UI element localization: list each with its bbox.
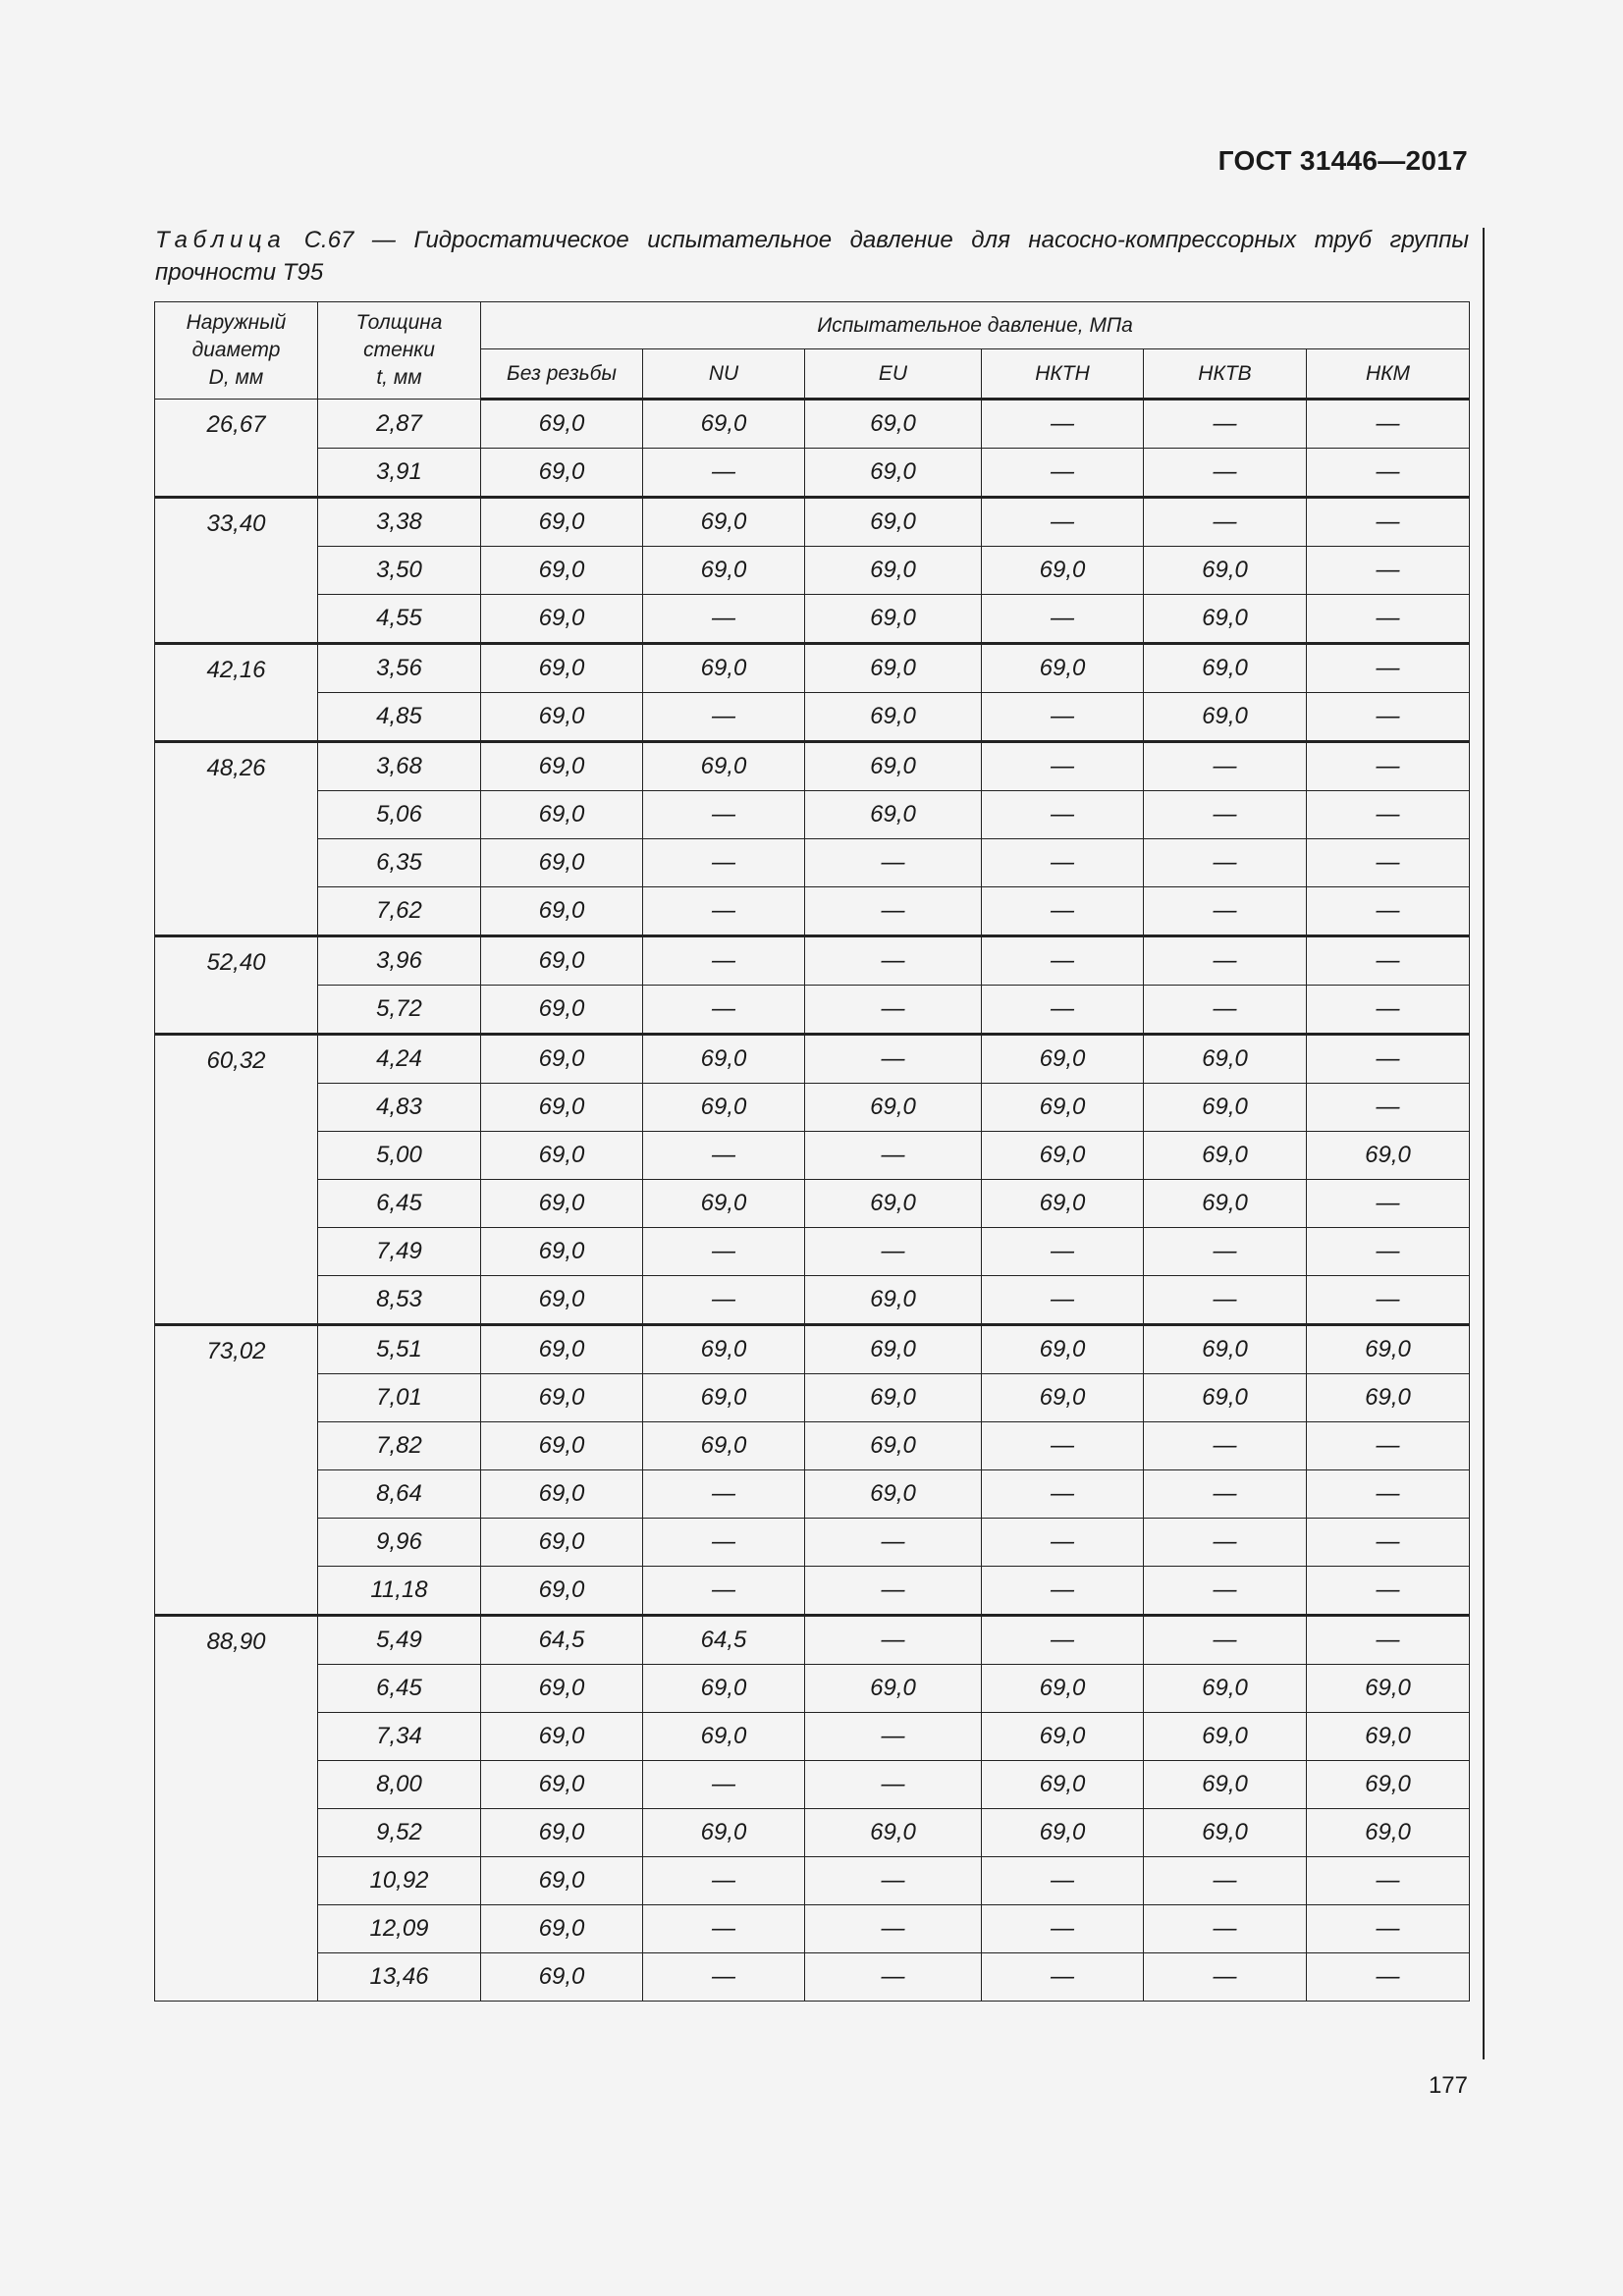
pressure-value-cell: — [1307, 1276, 1470, 1325]
pressure-value-cell: 69,0 [643, 1665, 805, 1713]
pressure-value-cell: 69,0 [643, 1035, 805, 1084]
pressure-value-cell: — [1307, 1953, 1470, 2002]
pressure-value-cell: — [643, 1905, 805, 1953]
table-row [155, 498, 1470, 547]
pressure-value-cell: 69,0 [982, 1761, 1144, 1809]
pressure-value-cell: 69,0 [805, 1470, 982, 1519]
pressure-value-cell: 69,0 [1144, 693, 1307, 742]
pressure-value-cell: 69,0 [805, 595, 982, 644]
pressure-value-cell: — [1307, 1857, 1470, 1905]
pressure-value-cell: — [1144, 1470, 1307, 1519]
pressure-value-cell: — [1144, 1276, 1307, 1325]
pressure-value-cell: 69,0 [643, 1180, 805, 1228]
pressure-value-cell: — [982, 1857, 1144, 1905]
pressure-value-cell: — [805, 1035, 982, 1084]
pressure-value-cell: 69,0 [805, 449, 982, 498]
table-row [155, 1713, 1470, 1761]
pressure-value-cell: 69,0 [481, 1228, 643, 1276]
pressure-value-cell: — [643, 1470, 805, 1519]
pressure-value-cell: — [805, 1132, 982, 1180]
pressure-value-cell: 69,0 [1144, 1809, 1307, 1857]
pressure-value-cell: — [1307, 887, 1470, 936]
pressure-value-cell: 69,0 [805, 1422, 982, 1470]
pressure-value-cell: 69,0 [481, 986, 643, 1035]
pressure-value-cell: 69,0 [805, 1665, 982, 1713]
pressure-value-cell: 69,0 [481, 1567, 643, 1616]
pressure-value-cell: 69,0 [1307, 1325, 1470, 1374]
pressure-value-cell: 69,0 [1144, 1713, 1307, 1761]
pressure-value-cell: 69,0 [805, 644, 982, 693]
pressure-value-cell: 69,0 [481, 595, 643, 644]
wall-thickness-cell: 9,52 [318, 1809, 481, 1857]
pressure-value-cell: — [982, 449, 1144, 498]
pressure-value-cell: — [643, 1761, 805, 1809]
pressure-value-cell: — [1307, 1470, 1470, 1519]
pressure-value-cell: — [982, 936, 1144, 986]
pressure-value-cell: — [805, 986, 982, 1035]
pressure-value-cell: 69,0 [805, 1084, 982, 1132]
header-col-nktv: НКТВ [1144, 349, 1307, 400]
pressure-value-cell: 69,0 [643, 1809, 805, 1857]
table-row [155, 547, 1470, 595]
header-wall-thickness-line: стенки [363, 339, 435, 361]
pressure-value-cell: 69,0 [1144, 1325, 1307, 1374]
pressure-value-cell: 69,0 [982, 1374, 1144, 1422]
table-row [155, 1665, 1470, 1713]
table-row [155, 1132, 1470, 1180]
pressure-value-cell: 69,0 [1307, 1374, 1470, 1422]
pressure-value-cell: 69,0 [982, 1035, 1144, 1084]
pressure-value-cell: 69,0 [481, 693, 643, 742]
table-row [155, 1035, 1470, 1084]
pressure-value-cell: — [1144, 1616, 1307, 1665]
pressure-value-cell: — [805, 1567, 982, 1616]
pressure-value-cell: 69,0 [481, 1132, 643, 1180]
wall-thickness-cell: 4,24 [318, 1035, 481, 1084]
wall-thickness-cell: 7,49 [318, 1228, 481, 1276]
pressure-value-cell: — [643, 1857, 805, 1905]
wall-thickness-cell: 4,85 [318, 693, 481, 742]
pressure-value-cell: 69,0 [982, 644, 1144, 693]
table-caption-prefix: Таблица [155, 227, 287, 253]
wall-thickness-cell: 3,68 [318, 742, 481, 791]
header-outer-diameter-line: диаметр [191, 339, 281, 361]
outer-diameter-cell: 52,40 [155, 936, 318, 1035]
wall-thickness-cell: 5,49 [318, 1616, 481, 1665]
pressure-value-cell: 69,0 [805, 547, 982, 595]
pressure-value-cell: — [1307, 498, 1470, 547]
wall-thickness-cell: 3,91 [318, 449, 481, 498]
pressure-value-cell: 69,0 [481, 1519, 643, 1567]
outer-diameter-cell: 73,02 [155, 1325, 318, 1616]
table-row [155, 1857, 1470, 1905]
pressure-value-cell: — [643, 1132, 805, 1180]
wall-thickness-cell: 4,83 [318, 1084, 481, 1132]
pressure-value-cell: 69,0 [805, 400, 982, 449]
pressure-value-cell: — [1307, 1035, 1470, 1084]
pressure-value-cell: 69,0 [643, 1422, 805, 1470]
wall-thickness-cell: 6,35 [318, 839, 481, 887]
pressure-value-cell: — [1307, 644, 1470, 693]
pressure-value-cell: — [982, 1519, 1144, 1567]
outer-diameter-cell: 33,40 [155, 498, 318, 644]
table-row [155, 936, 1470, 986]
pressure-value-cell: 69,0 [805, 1276, 982, 1325]
margin-rule [1483, 228, 1485, 2059]
pressure-value-cell: 69,0 [481, 1953, 643, 2002]
pressure-value-cell: 69,0 [643, 644, 805, 693]
wall-thickness-cell: 6,45 [318, 1665, 481, 1713]
pressure-value-cell: — [1144, 449, 1307, 498]
pressure-value-cell: 69,0 [481, 1665, 643, 1713]
table-row [155, 839, 1470, 887]
pressure-value-cell: 69,0 [805, 791, 982, 839]
pressure-value-cell: — [1307, 1084, 1470, 1132]
pressure-value-cell: 69,0 [481, 1857, 643, 1905]
header-test-pressure: Испытательное давление, МПа [481, 302, 1470, 349]
pressure-value-cell: 69,0 [481, 1470, 643, 1519]
pressure-value-cell: — [1144, 498, 1307, 547]
pressure-value-cell: 69,0 [481, 449, 643, 498]
pressure-value-cell: — [982, 693, 1144, 742]
pressure-value-cell: 69,0 [1144, 547, 1307, 595]
table-row [155, 1374, 1470, 1422]
pressure-value-cell: — [982, 1953, 1144, 2002]
pressure-value-cell: — [1307, 1567, 1470, 1616]
pressure-value-cell: 69,0 [481, 1180, 643, 1228]
table-caption [155, 224, 1469, 289]
pressure-value-cell: 69,0 [481, 498, 643, 547]
wall-thickness-cell: 2,87 [318, 400, 481, 449]
pressure-value-cell: — [1144, 887, 1307, 936]
pressure-value-cell: 69,0 [1307, 1132, 1470, 1180]
pressure-value-cell: — [982, 498, 1144, 547]
pressure-value-cell: — [643, 1276, 805, 1325]
wall-thickness-cell: 8,64 [318, 1470, 481, 1519]
pressure-value-cell: — [982, 400, 1144, 449]
table-body [155, 400, 1470, 2002]
pressure-value-cell: — [643, 986, 805, 1035]
pressure-value-cell: 64,5 [481, 1616, 643, 1665]
table-row [155, 1616, 1470, 1665]
pressure-value-cell: 69,0 [1144, 1132, 1307, 1180]
pressure-value-cell: — [1307, 693, 1470, 742]
pressure-value-cell: — [805, 1857, 982, 1905]
table-row [155, 1276, 1470, 1325]
pressure-value-cell: — [982, 1470, 1144, 1519]
pressure-value-cell: 69,0 [805, 1325, 982, 1374]
pressure-value-cell: 69,0 [805, 1180, 982, 1228]
pressure-value-cell: 69,0 [481, 887, 643, 936]
document-standard-code: ГОСТ 31446—2017 [1217, 145, 1468, 176]
header-col-nu: NU [643, 349, 805, 400]
pressure-value-cell: 69,0 [1144, 595, 1307, 644]
pressure-value-cell: 69,0 [1144, 1180, 1307, 1228]
pressure-value-cell: 69,0 [1307, 1761, 1470, 1809]
outer-diameter-cell: 42,16 [155, 644, 318, 742]
wall-thickness-cell: 8,00 [318, 1761, 481, 1809]
pressure-value-cell: — [643, 839, 805, 887]
wall-thickness-cell: 13,46 [318, 1953, 481, 2002]
pressure-value-cell: — [1144, 839, 1307, 887]
pressure-value-cell: 69,0 [982, 1665, 1144, 1713]
pressure-value-cell: 69,0 [805, 1374, 982, 1422]
pressure-table [154, 301, 1470, 2002]
table-row [155, 1809, 1470, 1857]
wall-thickness-cell: 7,34 [318, 1713, 481, 1761]
page-number: 177 [1428, 2072, 1468, 2099]
pressure-value-cell: 69,0 [481, 1713, 643, 1761]
table-row [155, 595, 1470, 644]
wall-thickness-cell: 4,55 [318, 595, 481, 644]
table-row [155, 1325, 1470, 1374]
pressure-value-cell: — [643, 595, 805, 644]
wall-thickness-cell: 3,38 [318, 498, 481, 547]
table-row [155, 1180, 1470, 1228]
pressure-value-cell: 69,0 [481, 791, 643, 839]
pressure-value-cell: — [643, 936, 805, 986]
pressure-value-cell: 69,0 [481, 1905, 643, 1953]
pressure-value-cell: 69,0 [1144, 1761, 1307, 1809]
table-row [155, 887, 1470, 936]
pressure-value-cell: 64,5 [643, 1616, 805, 1665]
pressure-value-cell: 69,0 [1144, 1035, 1307, 1084]
table-row [155, 1761, 1470, 1809]
pressure-value-cell: 69,0 [1307, 1665, 1470, 1713]
pressure-value-cell: 69,0 [805, 1809, 982, 1857]
table-row [155, 1905, 1470, 1953]
pressure-value-cell: 69,0 [982, 1809, 1144, 1857]
table-row [155, 1228, 1470, 1276]
pressure-value-cell: — [1144, 1228, 1307, 1276]
pressure-value-cell: — [1307, 1180, 1470, 1228]
wall-thickness-cell: 3,50 [318, 547, 481, 595]
table-row [155, 1519, 1470, 1567]
wall-thickness-cell: 7,01 [318, 1374, 481, 1422]
pressure-value-cell: — [1144, 1857, 1307, 1905]
pressure-value-cell: — [643, 1519, 805, 1567]
wall-thickness-cell: 5,06 [318, 791, 481, 839]
pressure-value-cell: 69,0 [1307, 1809, 1470, 1857]
pressure-value-cell: — [1144, 742, 1307, 791]
pressure-value-cell: — [805, 936, 982, 986]
table-row [155, 400, 1470, 449]
pressure-value-cell: — [1144, 400, 1307, 449]
pressure-value-cell: 69,0 [481, 1084, 643, 1132]
pressure-value-cell: 69,0 [481, 1035, 643, 1084]
outer-diameter-cell: 48,26 [155, 742, 318, 936]
table-row [155, 1084, 1470, 1132]
pressure-value-cell: 69,0 [805, 498, 982, 547]
pressure-value-cell: 69,0 [982, 547, 1144, 595]
pressure-value-cell: 69,0 [982, 1084, 1144, 1132]
table-row [155, 791, 1470, 839]
pressure-value-cell: — [1144, 1905, 1307, 1953]
wall-thickness-cell: 5,72 [318, 986, 481, 1035]
wall-thickness-cell: 10,92 [318, 1857, 481, 1905]
pressure-value-cell: — [982, 1567, 1144, 1616]
header-wall-thickness-line: t, мм [376, 366, 422, 389]
header-outer-diameter-line: D, мм [208, 366, 264, 389]
pressure-value-cell: — [982, 839, 1144, 887]
wall-thickness-cell: 7,82 [318, 1422, 481, 1470]
header-col-nkm: НКМ [1307, 349, 1470, 400]
wall-thickness-cell: 5,51 [318, 1325, 481, 1374]
wall-thickness-cell: 9,96 [318, 1519, 481, 1567]
pressure-value-cell: — [1144, 791, 1307, 839]
pressure-value-cell: 69,0 [643, 547, 805, 595]
pressure-value-cell: 69,0 [481, 1374, 643, 1422]
wall-thickness-cell: 8,53 [318, 1276, 481, 1325]
header-col-eu: EU [805, 349, 982, 400]
pressure-value-cell: 69,0 [805, 742, 982, 791]
pressure-value-cell: — [1144, 936, 1307, 986]
pressure-value-cell: — [805, 1519, 982, 1567]
pressure-value-cell: — [1144, 1422, 1307, 1470]
pressure-value-cell: — [805, 1905, 982, 1953]
pressure-value-cell: — [805, 839, 982, 887]
wall-thickness-cell: 11,18 [318, 1567, 481, 1616]
pressure-value-cell: — [805, 1953, 982, 2002]
pressure-value-cell: 69,0 [481, 1422, 643, 1470]
pressure-value-cell: — [1307, 1228, 1470, 1276]
pressure-value-cell: — [643, 1228, 805, 1276]
pressure-value-cell: — [643, 693, 805, 742]
pressure-value-cell: 69,0 [805, 693, 982, 742]
pressure-value-cell: 69,0 [1144, 644, 1307, 693]
table-row [155, 1953, 1470, 2002]
pressure-value-cell: 69,0 [643, 400, 805, 449]
pressure-value-cell: 69,0 [982, 1713, 1144, 1761]
pressure-value-cell: 69,0 [982, 1325, 1144, 1374]
pressure-value-cell: — [1144, 1567, 1307, 1616]
table-row [155, 1567, 1470, 1616]
wall-thickness-cell: 3,56 [318, 644, 481, 693]
wall-thickness-cell: 3,96 [318, 936, 481, 986]
table-row [155, 1422, 1470, 1470]
pressure-value-cell: — [1307, 547, 1470, 595]
pressure-value-cell: — [1307, 449, 1470, 498]
table-row [155, 449, 1470, 498]
header-wall-thickness [318, 302, 481, 400]
pressure-value-cell: — [1307, 1616, 1470, 1665]
pressure-value-cell: 69,0 [982, 1132, 1144, 1180]
table-row [155, 1470, 1470, 1519]
pressure-value-cell: — [1307, 1905, 1470, 1953]
pressure-value-cell: 69,0 [481, 644, 643, 693]
header-col-nktn: НКТН [982, 349, 1144, 400]
pressure-value-cell: 69,0 [643, 498, 805, 547]
pressure-value-cell: — [982, 1905, 1144, 1953]
outer-diameter-cell: 26,67 [155, 400, 318, 498]
outer-diameter-cell: 60,32 [155, 1035, 318, 1325]
pressure-value-cell: 69,0 [643, 1374, 805, 1422]
pressure-value-cell: 69,0 [481, 742, 643, 791]
pressure-value-cell: — [1144, 986, 1307, 1035]
pressure-value-cell: — [1307, 742, 1470, 791]
pressure-value-cell: 69,0 [1144, 1374, 1307, 1422]
pressure-value-cell: 69,0 [643, 1325, 805, 1374]
pressure-value-cell: 69,0 [643, 1713, 805, 1761]
pressure-value-cell: — [1144, 1519, 1307, 1567]
pressure-value-cell: 69,0 [481, 839, 643, 887]
pressure-value-cell: 69,0 [481, 1325, 643, 1374]
pressure-value-cell: — [982, 986, 1144, 1035]
pressure-value-cell: 69,0 [643, 742, 805, 791]
header-outer-diameter-line: Наружный [186, 311, 287, 334]
header-col-unthreaded: Без резьбы [481, 349, 643, 400]
table-caption-text: С.67 — Гидростатическое испытательное давление для насосно-компрессорных труб группы прочности Т95 [155, 227, 1469, 286]
pressure-value-cell: — [1307, 791, 1470, 839]
pressure-value-cell: — [643, 1567, 805, 1616]
pressure-value-cell: — [643, 1953, 805, 2002]
header-outer-diameter [155, 302, 318, 400]
pressure-value-cell: 69,0 [481, 936, 643, 986]
pressure-value-cell: — [643, 887, 805, 936]
pressure-value-cell: 69,0 [481, 547, 643, 595]
pressure-value-cell: — [1307, 1519, 1470, 1567]
pressure-value-cell: 69,0 [1144, 1665, 1307, 1713]
pressure-value-cell: — [1307, 1422, 1470, 1470]
pressure-value-cell: 69,0 [481, 1761, 643, 1809]
pressure-value-cell: — [982, 1276, 1144, 1325]
wall-thickness-cell: 6,45 [318, 1180, 481, 1228]
pressure-value-cell: — [1307, 839, 1470, 887]
pressure-value-cell: 69,0 [982, 1180, 1144, 1228]
pressure-value-cell: 69,0 [1307, 1713, 1470, 1761]
pressure-value-cell: — [982, 1228, 1144, 1276]
pressure-value-cell: — [805, 1228, 982, 1276]
pressure-value-cell: — [982, 887, 1144, 936]
pressure-value-cell: — [982, 595, 1144, 644]
pressure-value-cell: — [805, 1713, 982, 1761]
pressure-value-cell: — [643, 791, 805, 839]
pressure-value-cell: 69,0 [1144, 1084, 1307, 1132]
table-row [155, 644, 1470, 693]
table-row [155, 693, 1470, 742]
pressure-value-cell: — [805, 1616, 982, 1665]
table-row [155, 742, 1470, 791]
wall-thickness-cell: 5,00 [318, 1132, 481, 1180]
pressure-value-cell: 69,0 [481, 1809, 643, 1857]
pressure-value-cell: 69,0 [643, 1084, 805, 1132]
pressure-value-cell: — [805, 887, 982, 936]
outer-diameter-cell: 88,90 [155, 1616, 318, 2002]
table-row [155, 986, 1470, 1035]
pressure-value-cell: — [982, 1616, 1144, 1665]
pressure-value-cell: 69,0 [481, 1276, 643, 1325]
pressure-value-cell: — [1144, 1953, 1307, 2002]
wall-thickness-cell: 7,62 [318, 887, 481, 936]
pressure-value-cell: — [1307, 400, 1470, 449]
pressure-value-cell: — [982, 1422, 1144, 1470]
wall-thickness-cell: 12,09 [318, 1905, 481, 1953]
pressure-value-cell: — [982, 791, 1144, 839]
header-wall-thickness-line: Толщина [355, 311, 443, 334]
pressure-value-cell: 69,0 [481, 400, 643, 449]
pressure-value-cell: — [1307, 986, 1470, 1035]
pressure-value-cell: — [1307, 595, 1470, 644]
pressure-value-cell: — [982, 742, 1144, 791]
pressure-value-cell: — [1307, 936, 1470, 986]
pressure-value-cell: — [805, 1761, 982, 1809]
pressure-value-cell: — [643, 449, 805, 498]
